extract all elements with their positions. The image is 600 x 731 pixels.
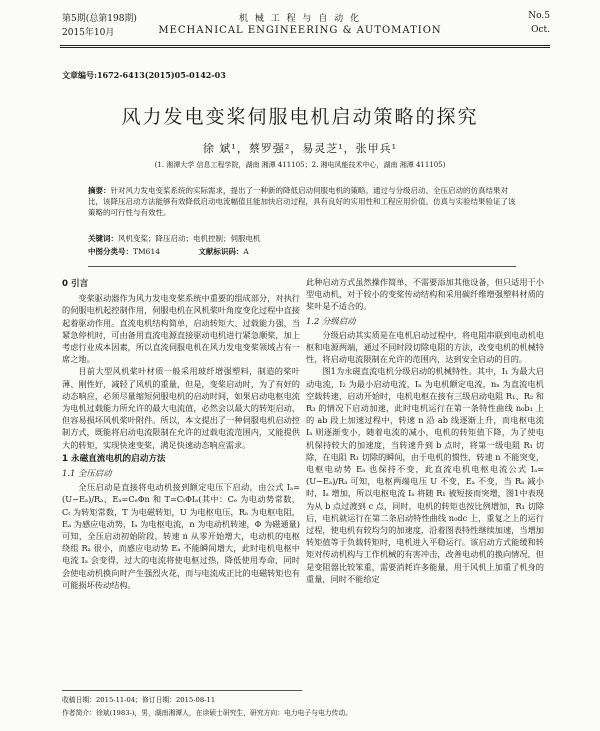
keywords-text: 风机变桨；降压启动；电机控制；伺服电机 bbox=[118, 234, 261, 243]
journal-title-cn: 机 械 工 程 与 自 动 化 bbox=[238, 14, 362, 24]
paragraph: 目前大型风机桨叶材质一般采用玻纤增强塑料，制造的桨叶薄、刚性好，减轻了风机的重量，但是，变桨启动时，为了有好的动态响应，必须尽量缩短伺服电机的启动时间，如果启动电枢电流为电机过载能力所允许的最大电流值，必然会以最大的转矩启动，但容易损坏风机桨叶附件。所以，本文提出了一种伺服电机启动控制方式，既能将启动电流限制在允许的过载电流范围内，又能提供大的转矩，实现快速变桨，满足快速动态响应需求。 bbox=[62, 366, 300, 450]
keywords-label: 关键词： bbox=[88, 234, 118, 243]
author-bio: 作者简介：徐斌(1983-)，男，湖南湘潭人，在读硕士研究生，研究方向：电力电子与电力传动。 bbox=[62, 709, 352, 717]
classification bbox=[88, 246, 516, 257]
paragraph: 此种启动方式虽然操作简单，不需要添加其他设备，但只适用于小型电动机，对于较小的变桨传动结构和采用碳纤维增强塑料材质的桨叶是不适合的。 bbox=[306, 277, 544, 312]
journal-title-en: MECHANICAL ENGINEERING & AUTOMATION bbox=[158, 25, 442, 36]
journal-month: Oct. bbox=[531, 25, 550, 35]
page-header bbox=[0, 6, 600, 46]
journal-no: No.5 bbox=[528, 11, 550, 21]
header-rule bbox=[60, 45, 550, 46]
abstract-label: 摘要： bbox=[88, 186, 111, 195]
section-heading: 1.1 全压启动 bbox=[62, 468, 112, 479]
paragraph: 图1为永磁直流电机分级启动的机械特性。其中，I₁ 为最大启动电流，I₂ 为最小启动电流，Iₙ 为电机额定电流，nₙ 为直流电机空载转速，启动开始时，电机电枢在接有三级启动电阻 R₁、R₂ 和 R₃ 的情况下启动加速，此时电机运行在第一条特性曲线 n₀b₁ 上的 ab 段上加速过程中，转速 n 沿 ab 线逐渐上升，而电枢电流 Iₐ 则逐渐变小，随着电流的减小，电机的转矩值下降，为了使电机保持较大的加速度，当转速升到 b 点时，将第一级电阻 R₁ 切除，在电阻 R₁ 切除的瞬间，由于电机的惯性，转速 n 不能突变，电枢电动势 Eₐ 也保持不变，此直流电机电枢电流公式 Iₐ=(U−Eₐ)/Rₐ 可知，电枢两端电压 U 不变，Eₐ 不变，当 Rₐ 减小时，Iₐ 增加，所以电枢电流 Iₐ 将随 R₁ 被短接而突增，图1中表现为从 b 点过渡到 c 点，同时，电机的转矩也按比例增加，R₁ 切除后，电机就运行在第二条启动特性曲线 n₀dc 上，重复之上的运行过程，使电机有较均匀的加速度，沿着图表特性继续加速，当增加转矩值等于负载转矩时，电机进入平稳运行。该启动方式能缓和转矩对传动机构与工作机械的有害冲击，改善电动机的换向情况，但是变阻器比较笨重，需要消耗许多能量，用于风机上加重了机身的重量，同时不能给定 bbox=[306, 366, 545, 584]
abstract-rule bbox=[88, 266, 516, 267]
issue-date: 2015年10月 bbox=[62, 28, 115, 38]
author-affiliation: (1. 湘潭大学 信息工程学院，湖南 湘潭 411105；2. 湘电风能技术中心，湖南 湘潭 411105) bbox=[154, 161, 446, 169]
footnote-rule bbox=[62, 690, 302, 691]
section-heading: 1.2 分级启动 bbox=[306, 315, 356, 326]
article-number: 文章编号:1672-6413(2015)05-0142-03 bbox=[62, 70, 226, 80]
section-heading: 1 永磁直流电机的启动方法 bbox=[62, 453, 166, 464]
abstract bbox=[88, 185, 516, 218]
right-column bbox=[306, 276, 544, 585]
paragraph: 变桨驱动器作为风力发电变桨系统中重要的组成部分，对执行的伺服电机起控制作用，伺服电机在风机桨叶角度变化过程中直接起着驱动作用。直流电机结构简单，启动转矩大、过载能力强，当紧急停机时，可由备用直流电源直接驱动电机进行紧急顺桨，加上考虑行业成本因素，所以直流伺服电机在风力发电变桨领域占有一席之地。 bbox=[62, 293, 300, 365]
paper-title: 风力发电变桨伺服电机启动策略的探究 bbox=[121, 106, 479, 128]
document-code: A bbox=[243, 247, 249, 256]
section-heading: 0 引言 bbox=[62, 279, 89, 289]
classification-code: TM614 bbox=[133, 247, 160, 256]
document-code-label: 文献标识码： bbox=[198, 247, 244, 256]
keywords bbox=[88, 233, 516, 244]
paragraph: 全压启动是直接将电动机接到额定电压下启动，由公式 Iₐ=(U−Eₐ)/Rₐ、Eₐ=CₑΦn 和 T=CₜΦIₐ(其中：Cₑ 为电动势常数，Cₜ 为转矩常数，T 为电磁转矩，U 为电枢电压，Rₐ 为电枢电阻，Eₐ 为感应电动势，Iₐ 为电枢电流，n 为电动机转速，Φ 为磁通量)可知，全压启动初始阶段，转速 n 从零开始增大，电动机的电枢绕组 Rₐ 很小，而感应电动势 Eₐ 不能瞬间增大，此时电机电枢中电流 Iₐ 会变得，过大的电流将使电枢过热，降低使用寿命，同时会使电动机换向时产生强烈火花，而与电流成正比的电磁转矩也有可能损坏传动结构。 bbox=[62, 482, 300, 590]
paper-authors: 徐 斌¹，蔡罗强²，易灵芝¹，张甲兵¹ bbox=[202, 142, 398, 155]
issue-number: 第5期(总第198期) bbox=[62, 14, 137, 24]
abstract-text: 针对风力发电变桨系统的实际需求，提出了一种新的降低启动伺服电机的策略。通过与分级启动、全压启动的仿真结果对比，该降压启动方法能够有效降低启动电流幅值且能加快启动过程，具有良好的实用性和工程应用价值。仿真与实验结果验证了该策略的可行性与有效性。 bbox=[88, 186, 516, 217]
header-rule-thin bbox=[60, 47, 550, 48]
paragraph: 分级启动其实质是在电机启动过程中，将电阻串联到电动机电枢和电源两端，通过不同时段切除电阻的方法，改变电机的机械特性，将启动电流限制在允许的范围内，达到安全启动的目的。 bbox=[306, 329, 544, 365]
left-column bbox=[62, 276, 300, 591]
received-date: 收稿日期：2015-11-04；修订日期：2015-08-11 bbox=[62, 696, 216, 704]
classification-label: 中图分类号： bbox=[88, 247, 133, 256]
